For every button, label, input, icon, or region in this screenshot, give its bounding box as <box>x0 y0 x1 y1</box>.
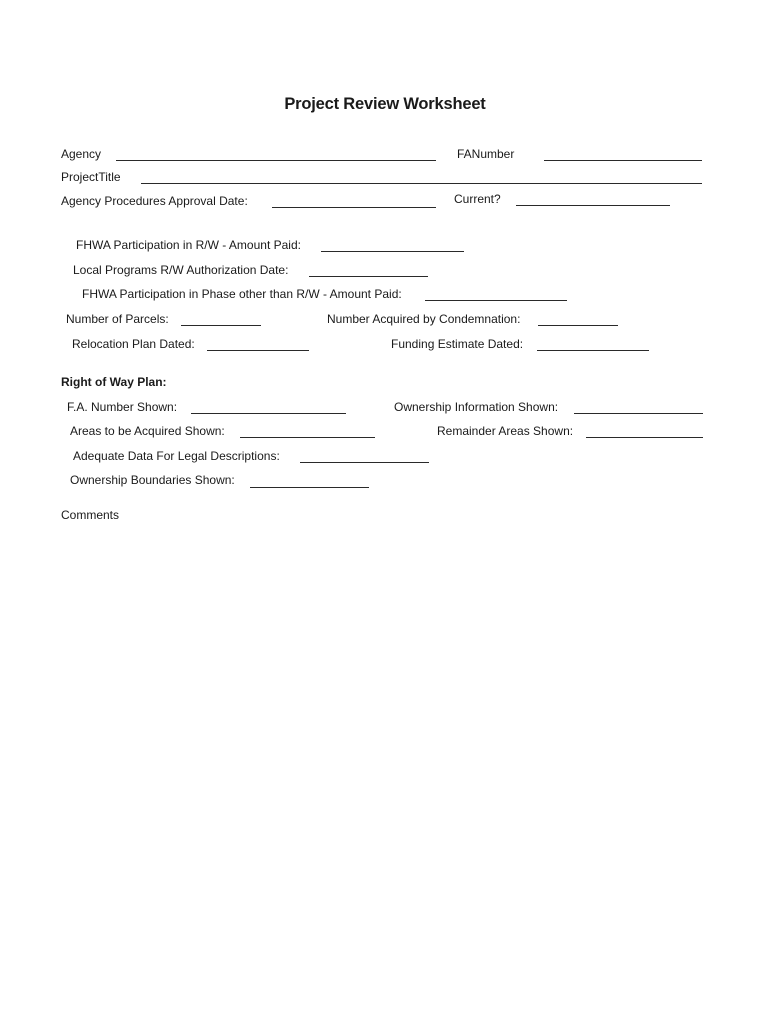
current-field[interactable] <box>516 205 670 206</box>
relocation-label: Relocation Plan Dated: <box>72 337 195 351</box>
parcels-label: Number of Parcels: <box>66 312 169 326</box>
legal-desc-field[interactable] <box>300 462 429 463</box>
boundaries-label: Ownership Boundaries Shown: <box>70 473 235 487</box>
agency-label: Agency <box>61 147 102 161</box>
project-title-label: ProjectTitle <box>61 170 121 184</box>
condemnation-field[interactable] <box>538 325 618 326</box>
funding-estimate-field[interactable] <box>537 350 649 351</box>
fhwa-rw-amount-field[interactable] <box>321 251 464 252</box>
local-rw-auth-field[interactable] <box>309 276 428 277</box>
comments-label: Comments <box>61 508 120 522</box>
relocation-field[interactable] <box>207 350 309 351</box>
funding-estimate-label: Funding Estimate Dated: <box>391 337 524 351</box>
fa-number-label: FANumber <box>457 147 515 161</box>
fhwa-other-phase-field[interactable] <box>425 300 567 301</box>
legal-desc-label: Adequate Data For Legal Descriptions: <box>73 449 280 463</box>
row-plan-heading: Right of Way Plan: <box>61 375 167 389</box>
areas-acquired-field[interactable] <box>240 437 375 438</box>
fa-shown-label: F.A. Number Shown: <box>67 400 178 414</box>
page-title: Project Review Worksheet <box>284 95 486 113</box>
areas-acquired-label: Areas to be Acquired Shown: <box>70 424 225 438</box>
remainder-areas-label: Remainder Areas Shown: <box>437 424 574 438</box>
fhwa-other-phase-label: FHWA Participation in Phase other than R/W - Amount Paid: <box>82 287 402 301</box>
ownership-info-field[interactable] <box>574 413 703 414</box>
approval-date-label: Agency Procedures Approval Date: <box>61 194 248 208</box>
approval-date-field[interactable] <box>272 207 436 208</box>
ownership-info-label: Ownership Information Shown: <box>394 400 559 414</box>
parcels-field[interactable] <box>181 325 261 326</box>
comments-area[interactable] <box>61 528 703 968</box>
agency-field[interactable] <box>116 160 436 161</box>
condemnation-label: Number Acquired by Condemnation: <box>327 312 521 326</box>
project-title-field[interactable] <box>141 183 702 184</box>
boundaries-field[interactable] <box>250 487 369 488</box>
fhwa-rw-amount-label: FHWA Participation in R/W - Amount Paid: <box>76 238 301 252</box>
remainder-areas-field[interactable] <box>586 437 703 438</box>
local-rw-auth-label: Local Programs R/W Authorization Date: <box>73 263 289 277</box>
fa-number-field[interactable] <box>544 160 702 161</box>
current-label: Current? <box>454 192 501 206</box>
fa-shown-field[interactable] <box>191 413 346 414</box>
